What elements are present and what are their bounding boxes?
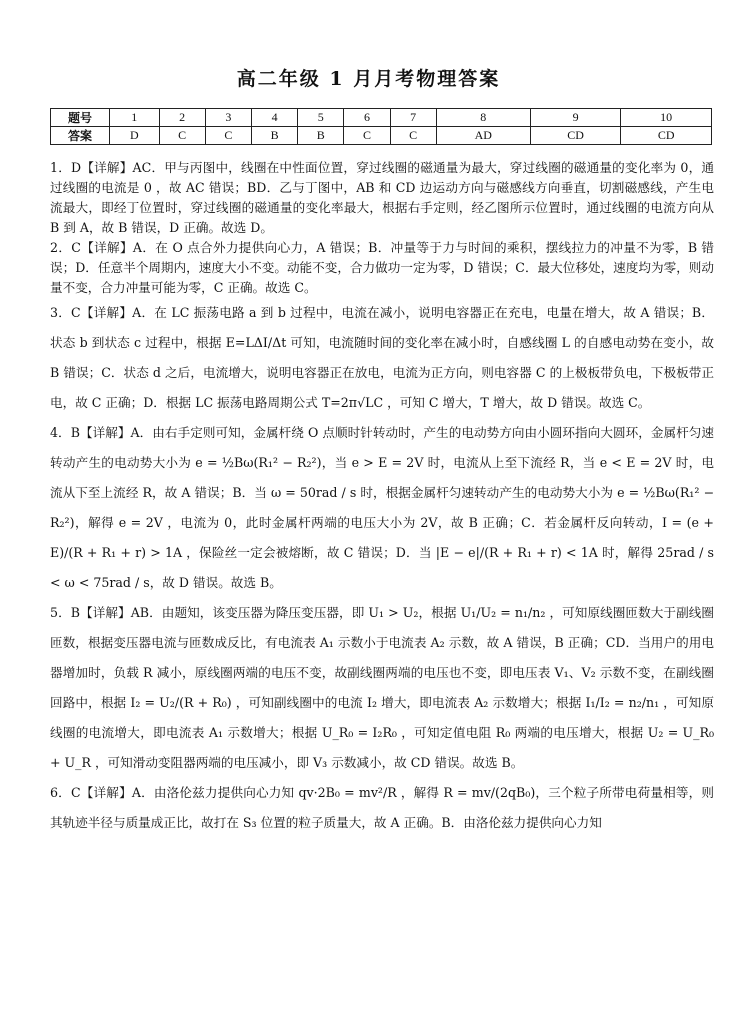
question-number: 3 xyxy=(205,109,251,127)
answer-cell: C xyxy=(205,127,251,145)
answer-cell: C xyxy=(344,127,390,145)
answer-cell: D xyxy=(110,127,160,145)
page-title: 高二年级 1 月月考物理答案 xyxy=(236,68,501,90)
answer-cell: C xyxy=(159,127,205,145)
question-number: 1 xyxy=(110,109,160,127)
answer-cell: CD xyxy=(621,127,712,145)
answer-cell: C xyxy=(390,127,436,145)
answer-cell: B xyxy=(298,127,344,145)
question-number: 6 xyxy=(344,109,390,127)
question-number: 2 xyxy=(159,109,205,127)
answer-cell: B xyxy=(251,127,297,145)
explanation-6: 6．C【详解】A．由洛伦兹力提供向心力知 qv·2B₀ = mv²/R ，解得 R = mv/(2qB₀)，三个粒子所带电荷量相等，则其轨迹半径与质量成正比，故打在 S₃ 位置的粒子质量大，故 A 正确。B．由洛伦兹力提供向心力知 xyxy=(50,785,714,830)
answer-table xyxy=(50,108,712,145)
row-header-question: 题号 xyxy=(51,109,110,127)
explanation-1: 1．D【详解】AC．甲与丙图中，线圈在中性面位置，穿过线圈的磁通量为最大，穿过线圈的磁通量的变化率为 0，通过线圈的电流是 0 ，故 AC 错误；BD．乙与丁图中，AB 和 CD 边运动方向与磁感线方向垂直，切割磁感线，产生电流最大，即经丁位置时，穿过线圈的磁通量的变化率最大，根据右手定则，经乙图所示位置时，通过线圈的电流方向从 B 到 A，故 B 错误，D 正确。故选 D。 xyxy=(50,160,714,235)
question-number: 10 xyxy=(621,109,712,127)
answer-cell: CD xyxy=(530,127,621,145)
explanations xyxy=(50,158,714,838)
question-number: 9 xyxy=(530,109,621,127)
answer-row xyxy=(51,127,712,145)
explanation-4: 4．B【详解】A．由右手定则可知，金属杆绕 O 点顺时针转动时，产生的电动势方向由小圆环指向大圆环，金属杆匀速转动产生的电动势大小为 e = ½Bω(R₁² − R₂²)，当 e > E = 2V 时，电流从上至下流经 R，当 e < E = 2V 时，电流从下至上流经 R，故 A 错误；B．当 ω = 50rad / s 时，根据金属杆匀速转动产生的电动势大小为 e = ½Bω(R₁² − R₂²)，解得 e = 2V ，电流为 0，此时金属杆两端的电压大小为 2V，故 B 正确；C．若金属杆反向转动，I = (e + E)/(R + R₁ + r) > 1A ，保险丝一定会被熔断，故 C 错误；D．当 |E − e|/(R + R₁ + r) < 1A 时，解得 25rad / s < ω < 75rad / s，故 D 错误。故选 B。 xyxy=(50,425,714,590)
answer-cell: AD xyxy=(436,127,530,145)
question-number: 7 xyxy=(390,109,436,127)
explanation-5: 5．B【详解】AB．由题知，该变压器为降压变压器，即 U₁ > U₂，根据 U₁/U₂ = n₁/n₂ ，可知原线圈匝数大于副线圈匝数，根据变压器电流与匝数成反比，有电流表 A₁ 示数小于电流表 A₂ 示数，故 A 错误，B 正确；CD．当用户的用电器增加时，负载 R 减小，原线圈两端的电压不变，故副线圈两端的电压也不变，即电压表 V₁、V₂ 示数不变，在副线圈回路中，根据 I₂ = U₂/(R + R₀) ，可知副线圈中的电流 I₂ 增大，即电流表 A₂ 示数增大；根据 I₁/I₂ = n₂/n₁ ，可知原线圈的电流增大，即电流表 A₁ 示数增大；根据 U_R₀ = I₂R₀ ，可知定值电阻 R₀ 两端的电压增大，根据 U₂ = U_R₀ + U_R ，可知滑动变阻器两端的电压减小，即 V₃ 示数减小，故 CD 错误。故选 B。 xyxy=(50,605,714,770)
question-number: 8 xyxy=(436,109,530,127)
question-number: 5 xyxy=(298,109,344,127)
question-number: 4 xyxy=(251,109,297,127)
explanation-2: 2．C【详解】A．在 O 点合外力提供向心力，A 错误；B．冲量等于力与时间的乘积，摆线拉力的冲量不为零，B 错误；D．任意半个周期内，速度大小不变。动能不变，合力做功一定为零，D 错误；C．最大位移处，速度均为零，则动量不变，合力冲量可能为零，C 正确。故选 C。 xyxy=(50,240,714,295)
row-header-answer: 答案 xyxy=(51,127,110,145)
explanation-3: 3．C【详解】A．在 LC 振荡电路 a 到 b 过程中，电流在减小，说明电容器正在充电，电量在增大，故 A 错误；B．状态 b 到状态 c 过程中，根据 E=LΔI/Δt 可知，电流随时间的变化率在减小时，自感线圈 L 的自感电动势在变小，故 B 错误；C．状态 d 之后，电流增大，说明电容器正在放电，电流为正方向，则电容器 C 的上极板带负电，下极板带正电，故 C 正确；D．根据 LC 振荡电路周期公式 T=2π√LC ，可知 C 增大，T 增大，故 D 错误。故选 C。 xyxy=(50,305,714,410)
question-number-row xyxy=(51,109,712,127)
